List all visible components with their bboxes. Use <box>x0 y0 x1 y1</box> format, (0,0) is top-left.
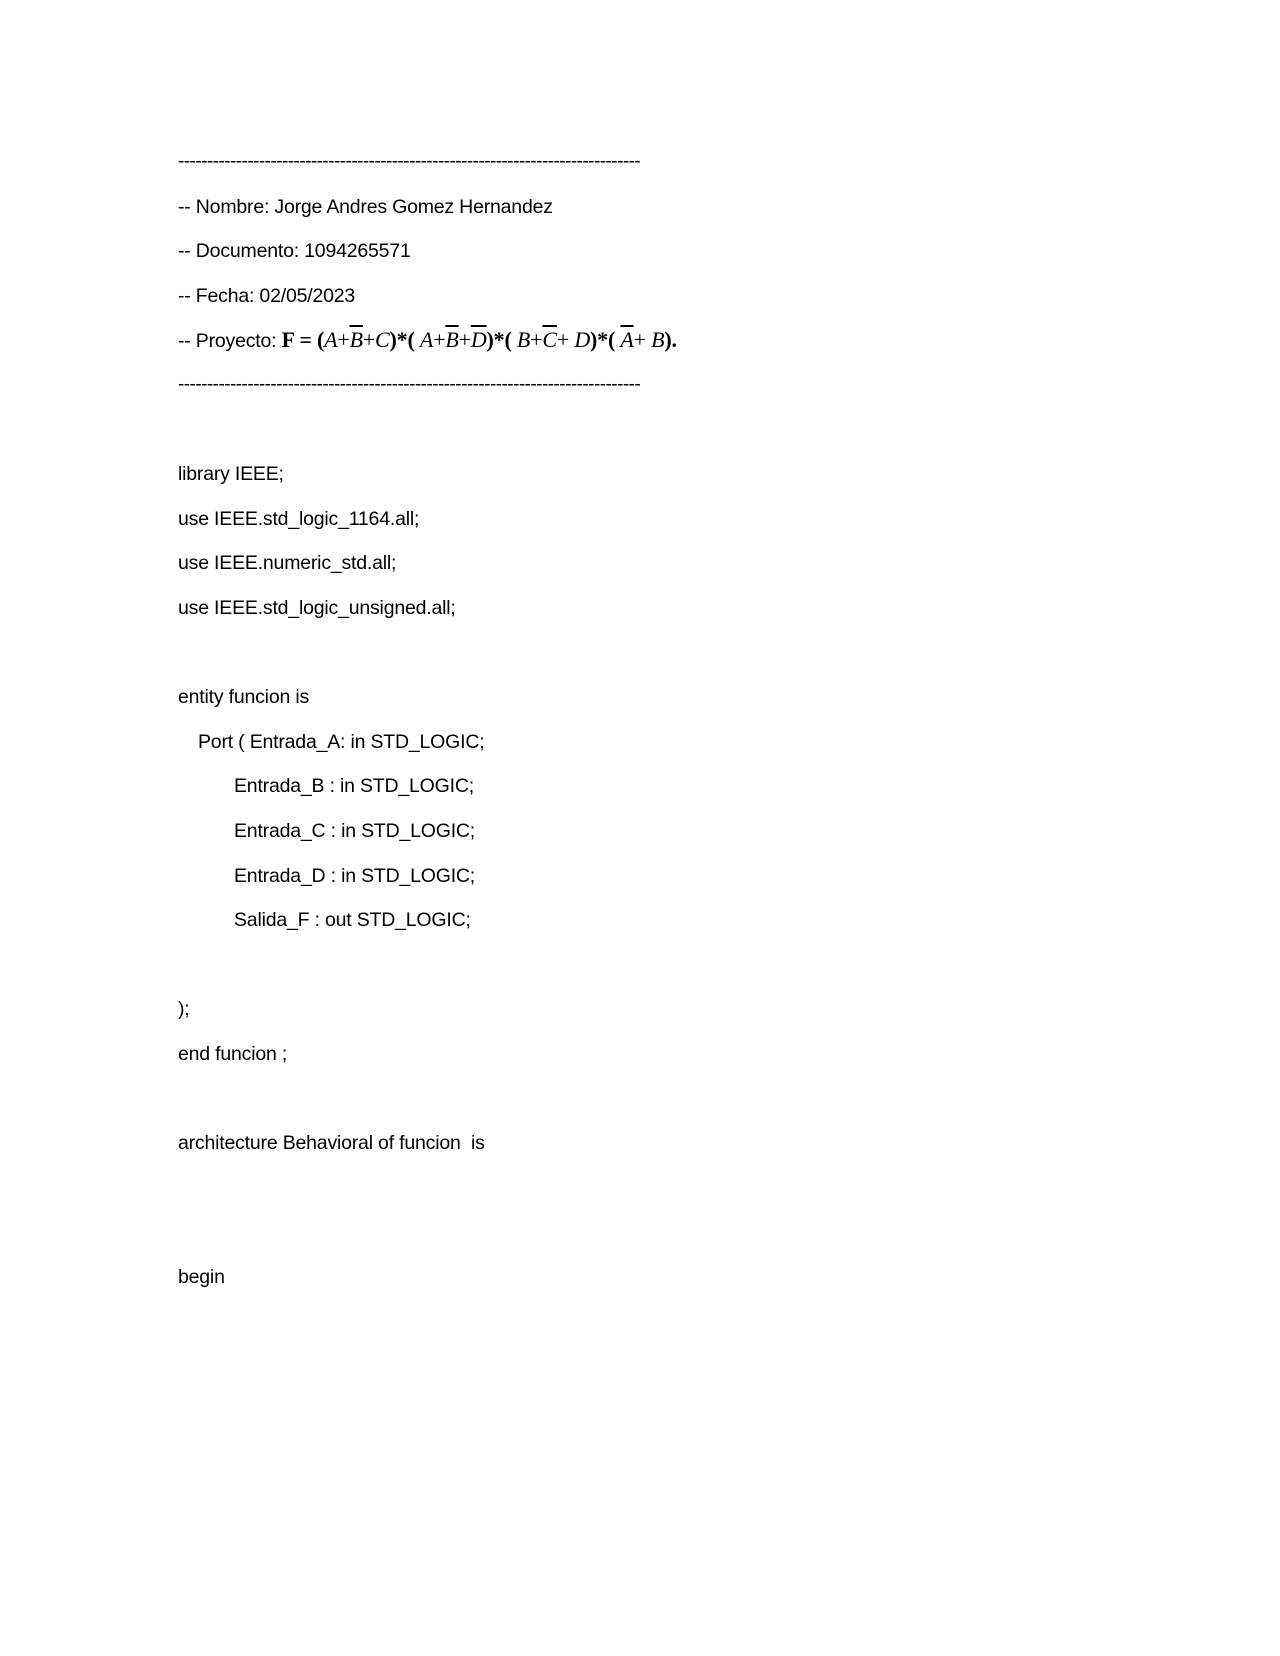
boolean-formula: $F = (A+\overline{B}+C)*$( $A+\overline{B}+\overline{D})*$( $B+\overline{C}+ D)*$( $\overline{A}+ B$). <box>281 327 677 353</box>
code-port-d: Entrada_D : in STD_LOGIC; <box>234 864 476 887</box>
code-port-close: ); <box>178 998 190 1021</box>
code-end: end funcion ; <box>178 1042 288 1065</box>
header-documento: -- Documento: 1094265571 <box>178 240 411 263</box>
code-port-f: Salida_F : out STD_LOGIC; <box>234 909 471 932</box>
code-begin: begin <box>178 1265 225 1288</box>
code-port-c: Entrada_C : in STD_LOGIC; <box>234 819 476 842</box>
code-library: library IEEE; <box>178 463 284 486</box>
code-entity: entity funcion is <box>178 686 310 709</box>
header-proyecto <box>178 318 1078 363</box>
code-use-numeric: use IEEE.numeric_std.all; <box>178 552 397 575</box>
header-fecha: -- Fecha: 02/05/2023 <box>178 284 356 307</box>
separator-bottom: -------------------------------------------------------------------------------- <box>178 373 641 395</box>
code-architecture: architecture Behavioral of funcion is <box>178 1132 485 1155</box>
separator-top: -------------------------------------------------------------------------------- <box>178 151 641 172</box>
code-use-unsigned: use IEEE.std_logic_unsigned.all; <box>178 596 456 619</box>
proyecto-label: -- Proyecto: <box>178 330 282 353</box>
code-port: Port ( Entrada_A: in STD_LOGIC; <box>198 730 485 753</box>
code-port-b: Entrada_B : in STD_LOGIC; <box>234 775 474 798</box>
code-use-1164: use IEEE.std_logic_1164.all; <box>178 507 420 530</box>
document-page <box>178 140 1078 1299</box>
header-nombre: -- Nombre: Jorge Andres Gomez Hernandez <box>178 195 553 218</box>
